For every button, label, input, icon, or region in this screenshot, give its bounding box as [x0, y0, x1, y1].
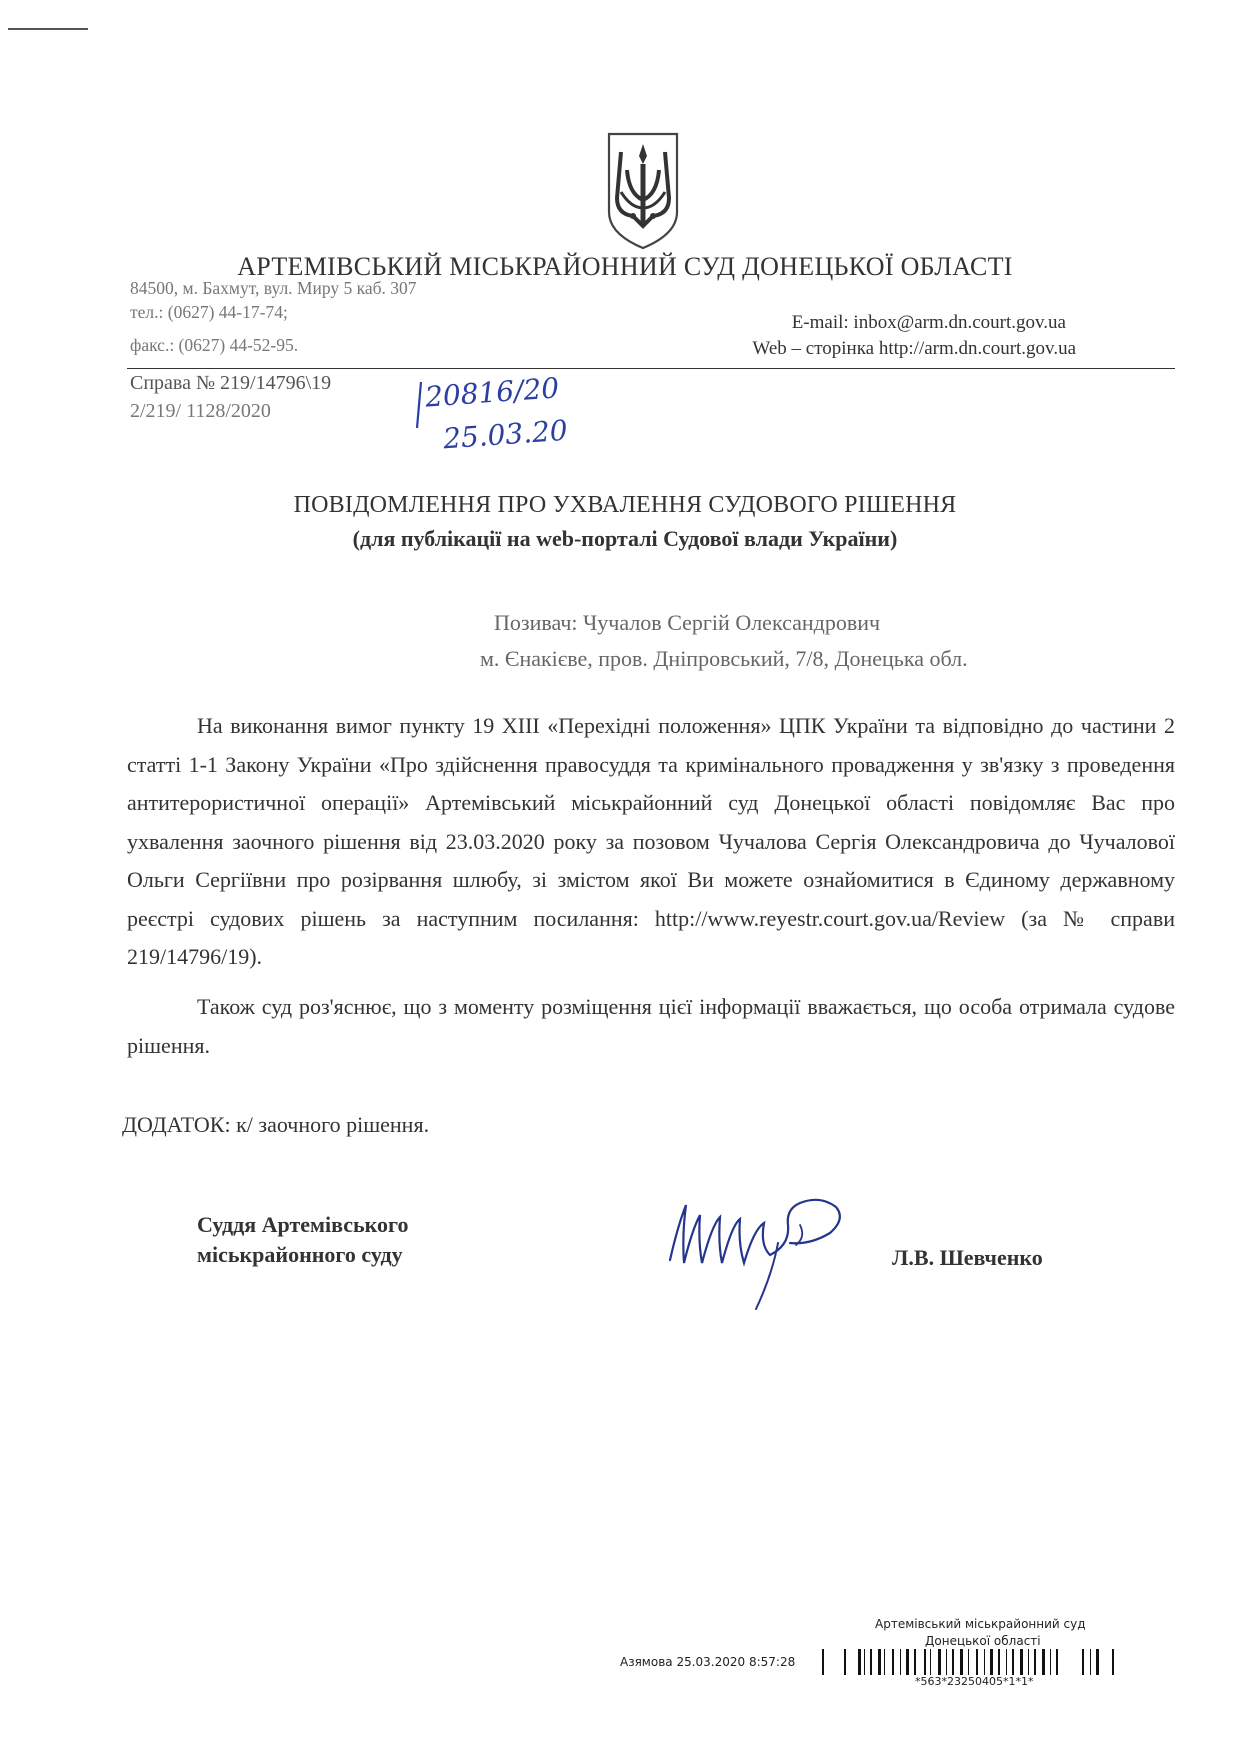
- footer-court-name: Артемівський міськрайонний суд: [875, 1617, 1086, 1631]
- handwritten-slash-mark: [415, 380, 423, 430]
- barcode-number: *563*23250405*1*1*: [915, 1675, 1034, 1688]
- court-address: 84500, м. Бахмут, вул. Миру 5 каб. 307: [130, 278, 417, 298]
- judge-name: Л.В. Шевченко: [892, 1245, 1043, 1270]
- document-barcode: [820, 1649, 1120, 1675]
- clarification-paragraph: Також суд роз'яснює, що з моменту розміщення цієї інформації вважається, що особа отримала судове рішення.: [127, 994, 1175, 1058]
- operator-stamp: Азямова 25.03.2020 8:57:28: [620, 1655, 796, 1669]
- court-website: Web – сторінка http://arm.dn.court.gov.ua: [752, 338, 1076, 359]
- plaintiff-name: Позивач: Чучалов Сергій Олександрович: [494, 610, 881, 635]
- handwritten-signature: [660, 1185, 920, 1315]
- court-fax: факс.: (0627) 44-52-95.: [130, 335, 299, 355]
- court-email: E-mail: inbox@arm.dn.court.gov.ua: [791, 312, 1066, 333]
- court-name-heading: АРТЕМІВСЬКИЙ МІСЬКРАЙОННИЙ СУД ДОНЕЦЬКОЇ ОБЛАСТІ: [237, 252, 1013, 281]
- handwritten-date: 25.03.20: [442, 413, 569, 456]
- document-subtitle: (для публікації на web-порталі Судової влади України): [352, 526, 898, 551]
- notice-paragraph: На виконання вимог пункту 19 XIII «Перехідні положення» ЦПК України та відповідно до частини 2 статті 1-1 Закону України «Про здійснення правосуддя та кримінального провадження у зв'язку з проведення антитерористичної операції» Артемівський міськрайонний суд Донецької області повідомляє Вас про ухвалення заочного рішення від 23.03.2020 року за позовом Чучалова Сергія Олександровича до Чучалової Ольги Сергіївни про розірвання шлюбу, зі змістом якої Ви можете ознайомитися в Єдиному державному реєстрі судових рішень за наступним посилання: http://www.reyestr.court.gov.ua/Review (за № справи 219/14796/19).: [127, 713, 1175, 969]
- trident-emblem-icon: [603, 130, 683, 252]
- case-number: Справа № 219/14796\19: [130, 372, 332, 394]
- court-phone: тел.: (0627) 44-17-74;: [130, 302, 288, 322]
- registration-number: 2/219/ 1128/2020: [130, 400, 271, 422]
- judge-title-line-2: міськрайонного суду: [197, 1242, 403, 1267]
- plaintiff-address: м. Єнакієве, пров. Дніпровський, 7/8, Донецька обл.: [480, 646, 968, 671]
- scan-edge-mark: [8, 28, 88, 30]
- footer-court-region: Донецької області: [925, 1634, 1041, 1648]
- judge-title-line-1: Суддя Артемівського: [197, 1212, 409, 1237]
- handwritten-incoming-number: 20816/20: [424, 371, 561, 414]
- attachment-note: ДОДАТОК: к/ заочного рішення.: [122, 1112, 430, 1137]
- document-title: ПОВІДОМЛЕННЯ ПРО УХВАЛЕННЯ СУДОВОГО РІШЕННЯ: [293, 492, 957, 518]
- header-divider: [127, 368, 1175, 369]
